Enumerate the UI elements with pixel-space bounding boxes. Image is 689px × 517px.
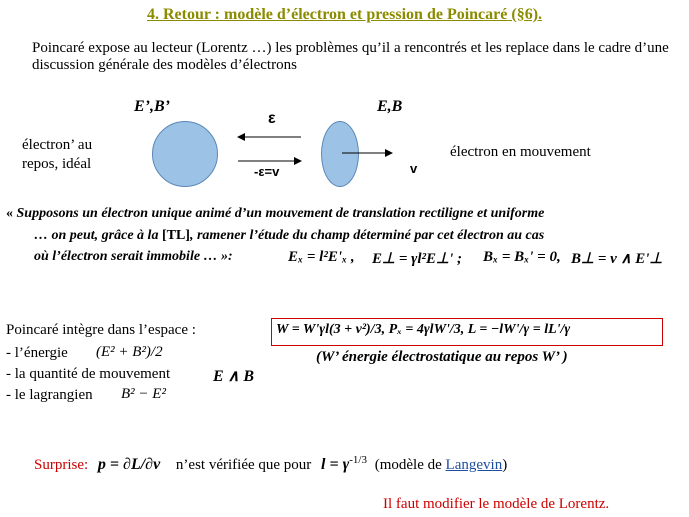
surprise-label: Surprise: (34, 457, 89, 473)
transform-eq-bx: Bₓ = Bₓ' = 0, (483, 249, 561, 265)
right-field-label: E,B (377, 98, 403, 115)
intro-paragraph: Poincaré expose au lecteur (Lorentz …) les problèmes qu’il a rencontrés et les replace dans le cadre d’une discussion générale des modèles d’électrons (32, 40, 669, 73)
momentum-condition: p = ∂L/∂v (97, 456, 161, 473)
list-item-energy: - l’énergie (6, 345, 68, 361)
l-expression: l = γ (321, 456, 350, 473)
surprise-line: Surprise: p = ∂L/∂v n’est vérifiée que pour $l = \gamma^{-1/3}$ (modèle de Langevin) (34, 454, 508, 473)
l-exponent: -1/3 (349, 454, 367, 466)
list-item-momentum: - la quantité de mouvement (6, 366, 171, 382)
minus-epsilon-label: -ε=v (254, 164, 280, 179)
left-field-label: E’,B’ (134, 98, 170, 115)
quote-text-line1: Supposons un électron unique animé d’un mouvement de translation rectiligne et uniforme (16, 206, 545, 221)
conclusion: Il faut modifier le modèle de Lorentz. (383, 496, 610, 512)
right-caption: électron en mouvement (450, 144, 591, 160)
integration-heading: Poincaré intègre dans l’espace : (6, 322, 196, 338)
velocity-label: v (410, 161, 418, 176)
page-title: 4. Retour : modèle d’électron et pression de Poincaré (§6). (146, 6, 543, 23)
langevin-link[interactable]: Langevin (445, 457, 503, 473)
tl-reference: [TL] (161, 228, 190, 243)
quote-open-mark: « (6, 206, 17, 221)
energy-note: (W’ énergie électrostatique au repos W’ ) (316, 349, 568, 365)
lagrangian-expr: B² − E² (121, 386, 166, 402)
boxed-formula: W = W'γl(3 + v²)/3, Pₓ = 4γlW'/3, L = −lW'/γ = lL'/γ (276, 322, 571, 337)
list-item-lagrangian: - le lagrangien (6, 387, 93, 403)
transform-eq-bperp: B⊥ = v ∧ E'⊥ (571, 251, 663, 267)
left-caption-line2: repos, idéal (22, 156, 92, 172)
left-caption-line1: électron’ au (22, 137, 93, 153)
transform-eq-ex: Eₓ = l²E'ₓ , (288, 249, 355, 265)
surprise-text: n’est vérifiée que pour (175, 457, 312, 473)
quote-line3: où l’électron serait immobile … »: (34, 249, 233, 264)
transform-eq-eperp: E⊥ = γl²E⊥' ; (372, 251, 463, 267)
epsilon-label: ε (268, 110, 276, 127)
quote-line1 (6, 206, 544, 222)
energy-expr: (E² + B²)/2 (96, 344, 163, 360)
momentum-expr: E ∧ B (213, 368, 255, 385)
quote-line2: … on peut, grâce à la [TL], ramener l’étude du champ déterminé par cet électron au cas (34, 228, 545, 243)
